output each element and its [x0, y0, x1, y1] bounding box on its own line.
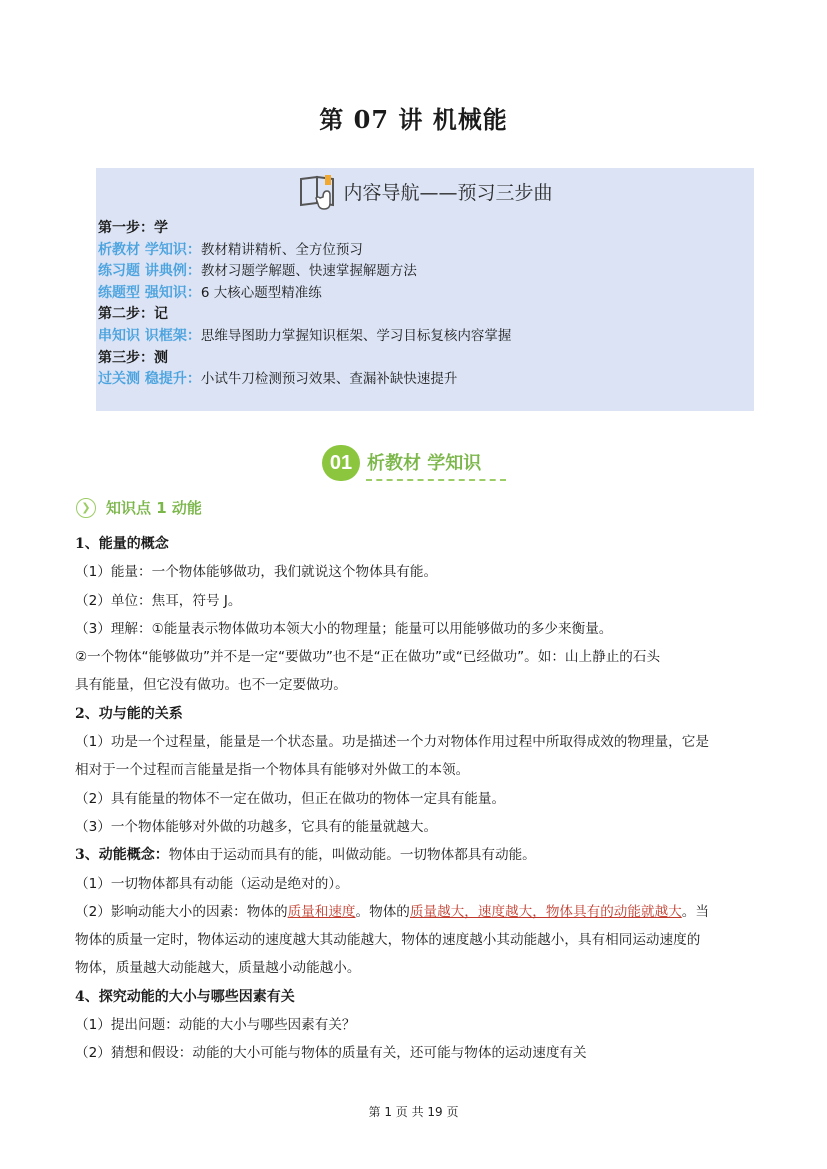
- book-hand-icon: [297, 169, 341, 213]
- nav-item: 串知识 识框架：思维导图助力掌握知识框架、学习目标复核内容掌握: [98, 327, 512, 344]
- heading-3: 3、动能概念：: [75, 847, 169, 864]
- nav-item: 练习题 讲典例：教材习题学解题、快速掌握解题方法: [98, 263, 417, 280]
- heading-2: 2、功与能的关系: [75, 705, 183, 722]
- paragraph: （3）一个物体能够对外做的功越多，它具有的能量就越大。: [75, 818, 438, 835]
- nav-item: 过关测 稳提升：小试牛刀检测预习效果、查漏补缺快速提升: [98, 371, 458, 388]
- paragraph: （1）提出问题：动能的大小与哪些因素有关？: [75, 1017, 356, 1034]
- page-title: 第 07 讲 机械能: [319, 105, 508, 134]
- section-badge: [322, 443, 512, 483]
- underlined-term: 质量越大，速度越大，物体具有的动能就越大: [409, 903, 682, 920]
- paragraph: 物体的质量一定时，物体运动的速度越大其动能越大，物体的速度越小其动能越小，具有相同运动速度的: [75, 932, 701, 949]
- step-2: 第二步：记: [98, 306, 168, 323]
- page-footer: 第 1 页 共 19 页: [368, 1105, 459, 1119]
- paragraph: （2）具有能量的物体不一定在做功，但正在做功的物体一定具有能量。: [75, 790, 506, 807]
- section-label: 析教材 学知识: [367, 453, 482, 474]
- nav-item: 析教材 学知识：教材精讲精析、全方位预习: [98, 241, 363, 258]
- paragraph: （1）一切物体都具有动能（运动是绝对的）。: [75, 875, 349, 892]
- paragraph: （3）理解：①能量表示物体做功本领大小的物理量；能量可以用能够做功的多少来衡量。: [75, 620, 613, 637]
- paragraph: 相对于一个过程而言能量是指一个物体具有能够对外做工的本领。: [75, 762, 470, 779]
- underlined-term: 质量和速度: [287, 903, 356, 920]
- nav-lines: [98, 218, 511, 391]
- section-underline: [366, 479, 506, 481]
- chevron-circle-icon: ❯: [76, 498, 96, 518]
- heading-1: 1、能量的概念: [75, 536, 169, 552]
- heading-4: 4、探究动能的大小与哪些因素有关: [75, 988, 295, 1005]
- paragraph: （2）影响动能大小的因素：物体的质量和速度。物体的质量越大，速度越大，物体具有的动能就越大。当: [75, 903, 709, 920]
- knowledge-point-header: [76, 497, 202, 518]
- nav-title: 内容导航——预习三步曲: [343, 181, 553, 204]
- paragraph: 物体，质量越大动能越大，质量越小动能越小。: [75, 960, 361, 977]
- paragraph: （1）功是一个过程量，能量是一个状态量。功是描述一个力对物体作用过程中所取得成效的物理量，它是: [75, 734, 709, 751]
- paragraph: （1）能量：一个物体能够做功，我们就说这个物体具有能。: [75, 564, 438, 581]
- body-content: [75, 530, 755, 1068]
- paragraph: 具有能量，但它没有做功。也不一定要做功。: [75, 677, 347, 694]
- step-3: 第三步：测: [98, 349, 168, 366]
- paragraph: ②一个物体“能够做功”并不是一定“要做功”也不是“正在做功”或“已经做功”。如：山上静止的石头: [75, 649, 661, 666]
- knowledge-point-title: 知识点 1 动能: [106, 499, 202, 517]
- paragraph: （2）猜想和假设：动能的大小可能与物体的质量有关，还可能与物体的运动速度有关: [75, 1045, 587, 1062]
- nav-header: [96, 172, 754, 210]
- section-number: 01: [322, 445, 360, 481]
- nav-item: 练题型 强知识：6 大核心题型精准练: [98, 284, 322, 301]
- step-1: 第一步：学: [98, 220, 168, 236]
- heading-3-line: 3、动能概念：物体由于运动而具有的能，叫做动能。一切物体都具有动能。: [75, 847, 536, 864]
- paragraph: （2）单位：焦耳，符号 J。: [75, 592, 242, 609]
- content-navigation-box: [96, 168, 754, 411]
